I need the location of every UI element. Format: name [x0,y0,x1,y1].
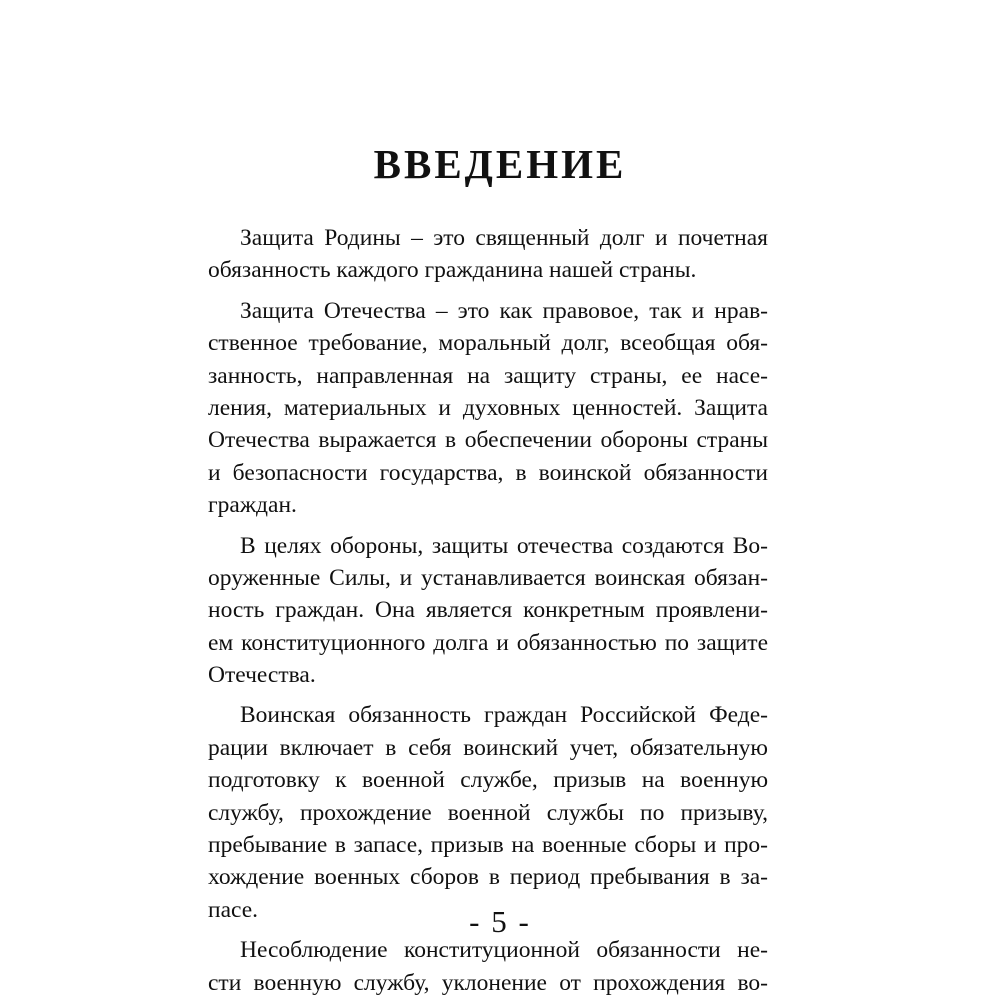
text-line: оруженные Силы, и устанавливается воинская обязан- [208,564,768,591]
text-line: ления, материальных и духовных ценностей. Защита [208,394,768,421]
paragraph-3 [208,530,768,692]
text-line: и безопасности государства, в воинской обязанности [208,459,768,486]
text-line: Отечества выражается в обеспечении обороны страны [208,427,768,454]
paragraph-5 [208,934,768,999]
text-line: пасе. [208,896,259,923]
text-line: подготовку к военной службе, призыв на военную [208,767,768,794]
text-line: Защита Отечества – это как правовое, так и нрав- [240,297,768,324]
text-line: ственное требование, моральный долг, всеобщая обя- [208,330,768,357]
text-line: хождение военных сборов в период пребывания в за- [208,864,768,891]
text-line: ность граждан. Она является конкретным проявлени- [208,597,768,624]
text-line: рации включает в себя воинский учет, обязательную [208,734,768,761]
paragraph-1 [208,222,768,287]
text-line: В целях обороны, защиты отечества создаются Во- [240,532,768,559]
page-number: - 5 - [469,904,531,939]
chapter-title: ВВЕДЕНИЕ [373,141,627,187]
text-line: обязанность каждого гражданина нашей страны. [208,257,697,284]
text-line: занность, направленная на защиту страны, ее насе- [208,362,768,389]
text-line: граждан. [208,492,297,519]
text-line: Отечества. [208,662,316,689]
paragraph-4 [208,699,768,926]
paragraph-2 [208,295,768,522]
text-line: Воинская обязанность граждан Российской Феде- [240,702,768,729]
text-line: службу, прохождение военной службы по призыву, [208,799,768,826]
text-line: ем конституционного долга и обязанностью по защите [208,629,768,656]
text-line: сти военную службу, уклонение от прохождения во- [208,969,768,996]
text-line: пребывание в запасе, призыв на военные сборы и про- [208,832,768,859]
text-line: Защита Родины – это священный долг и почетная [240,225,768,251]
text-line: Несоблюдение конституционной обязанности не- [240,937,768,964]
body-text [208,222,768,1000]
